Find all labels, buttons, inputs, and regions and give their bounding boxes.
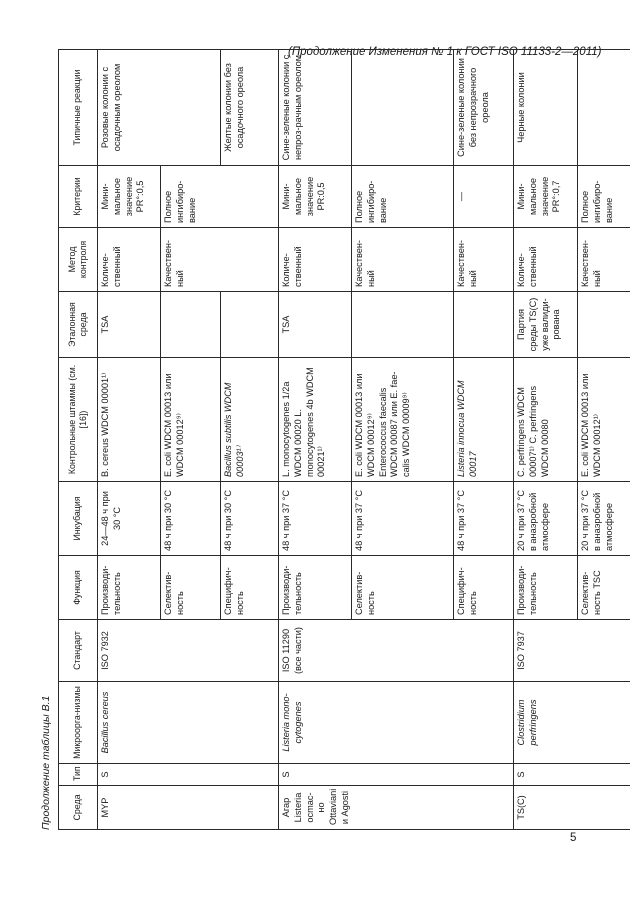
- cell-method: Качествен-ный: [161, 228, 279, 292]
- col-header: Эталонная среда: [59, 292, 98, 358]
- cell-organism: Bacillus cereus: [98, 682, 279, 764]
- cell-method: Количе-ственный: [279, 228, 352, 292]
- table-row: [98, 50, 161, 830]
- cell-strains: L. monocytogenes 1/2a WDCM 00020 L. monocytogenes 4b WDCM 00021¹⁾: [279, 358, 352, 482]
- cell-strains: E. coli WDCM 00013 или WDCM 00012⁹⁾ Enterococcus faecalis WDCM 00087 или E. fae-calis WDCM 00009⁹⁾: [352, 358, 454, 482]
- cell-function: Селектив-ность: [352, 556, 454, 620]
- cell-reference: TSA: [98, 292, 161, 358]
- cell-reference: TSA: [279, 292, 352, 358]
- cell-incubation: 20 ч при 37 °С в анаэробной атмосфере: [578, 482, 630, 556]
- cell-function: Производи-тельность: [98, 556, 161, 620]
- cell-organism: Listeria mono-cytogenes: [279, 682, 514, 764]
- cell-reactions: [578, 50, 630, 166]
- cell-criteria: Мини-мальное значение PR°:0,7: [514, 166, 578, 228]
- cell-medium: MYP: [98, 786, 279, 830]
- cell-medium: TS(C): [514, 786, 630, 830]
- rotated-table-area: [40, 50, 614, 830]
- cell-method: Качествен-ный: [352, 228, 454, 292]
- cell-incubation: 48 ч при 37 °С: [454, 482, 514, 556]
- cell-type: S: [279, 764, 514, 786]
- cell-type: S: [514, 764, 630, 786]
- cell-incubation: 48 ч при 37 °С: [352, 482, 454, 556]
- cell-reference: [161, 292, 221, 358]
- cell-organism: Clostridium perfringens: [514, 682, 630, 764]
- col-header: Типичные реакции: [59, 50, 98, 166]
- cell-function: Специфич-ность: [221, 556, 279, 620]
- cell-reference: Партия среды TS(C) уже валиди-рована: [514, 292, 578, 358]
- cell-strains: B. cereus WDCM 00001¹⁾: [98, 358, 161, 482]
- col-header: Микроорга-низмы: [59, 682, 98, 764]
- table-caption: Продолжение таблицы В.1: [40, 695, 52, 830]
- cell-reference: [352, 292, 454, 358]
- table-row: [514, 50, 578, 830]
- cell-function: Селектив-ность: [161, 556, 221, 620]
- cell-reference: [454, 292, 514, 358]
- cell-reactions: Сине-зеленые колонии с непроз-рачным ореолом: [279, 50, 352, 166]
- cell-incubation: 48 ч при 30 °С: [221, 482, 279, 556]
- cell-reactions: [352, 50, 454, 166]
- cell-function: Специфич-ность: [454, 556, 514, 620]
- cell-reference: [221, 292, 279, 358]
- cell-strains: Listeria innocua WDCM 00017: [454, 358, 514, 482]
- cell-criteria: Полное ингибиро-вание: [578, 166, 630, 228]
- header-note: (Продолжение Изменения № 1 к ГОСТ ISO 11133-2—2011): [288, 46, 602, 58]
- cell-reference: [578, 292, 630, 358]
- col-header: Метод контроля: [59, 228, 98, 292]
- cell-method: Количе-ственный: [98, 228, 161, 292]
- cell-incubation: 48 ч при 30 °С: [161, 482, 221, 556]
- col-header: Критерии: [59, 166, 98, 228]
- cell-criteria: Полное ингибиро-вание: [161, 166, 279, 228]
- col-header: Стандарт: [59, 620, 98, 682]
- cell-reactions: Сине-зеленые колонии без непрозрачного ореола: [454, 50, 514, 166]
- cell-standard: ISO 7937: [514, 620, 630, 682]
- cell-criteria: Мини-мальное значение PR:0,5: [279, 166, 352, 228]
- col-header: Тип: [59, 764, 98, 786]
- cell-medium: Агар Listeria ocmac-но Ottaviani и Agosti: [279, 786, 514, 830]
- cell-standard: ISO 7932: [98, 620, 279, 682]
- page-number: 5: [570, 832, 577, 844]
- cell-strains: C. perfringens WDCM 00007¹⁾ C. perfringens WDCM 00080: [514, 358, 578, 482]
- cell-incubation: 24—48 ч при 30 °С: [98, 482, 161, 556]
- cell-strains: E. coli WDCM 00013 или WDCM 00012¹⁾: [578, 358, 630, 482]
- cell-function: Селектив-ность TSC: [578, 556, 630, 620]
- cell-incubation: 48 ч при 37 °С: [279, 482, 352, 556]
- cell-standard: ISO 11290 (все части): [279, 620, 514, 682]
- cell-criteria: —: [454, 166, 514, 228]
- table-header-row: [59, 50, 98, 830]
- cell-reactions: Черные колонии: [514, 50, 578, 166]
- col-header: Среда: [59, 786, 98, 830]
- cell-method: Качествен-ный: [578, 228, 630, 292]
- cell-reactions: Желтые колонии без осадочного ореола: [221, 50, 279, 166]
- cell-criteria: Полное ингибиро-вание: [352, 166, 454, 228]
- cell-strains: E. coli WDCM 00013 или WDCM 00012⁹⁾: [161, 358, 221, 482]
- cell-function: Производи-тельность: [514, 556, 578, 620]
- cell-type: S: [98, 764, 279, 786]
- cell-incubation: 20 ч при 37 °С в анаэробной атмосфере: [514, 482, 578, 556]
- cell-method: Качествен-ный: [454, 228, 514, 292]
- cell-strains: Bacillus subtilis WDCM 00003¹⁾: [221, 358, 279, 482]
- col-header: Контрольные штаммы (см. [16]): [59, 358, 98, 482]
- col-header: Инкубация: [59, 482, 98, 556]
- cell-function: Производи-тельность: [279, 556, 352, 620]
- table-row: [279, 50, 352, 830]
- cell-method: Количе-ственный: [514, 228, 578, 292]
- cell-reactions: Розовые колонии с осадочным ореолом: [98, 50, 221, 166]
- table-b1: [58, 49, 630, 830]
- col-header: Функция: [59, 556, 98, 620]
- cell-criteria: Мини-мальное значение PR°:0,5: [98, 166, 161, 228]
